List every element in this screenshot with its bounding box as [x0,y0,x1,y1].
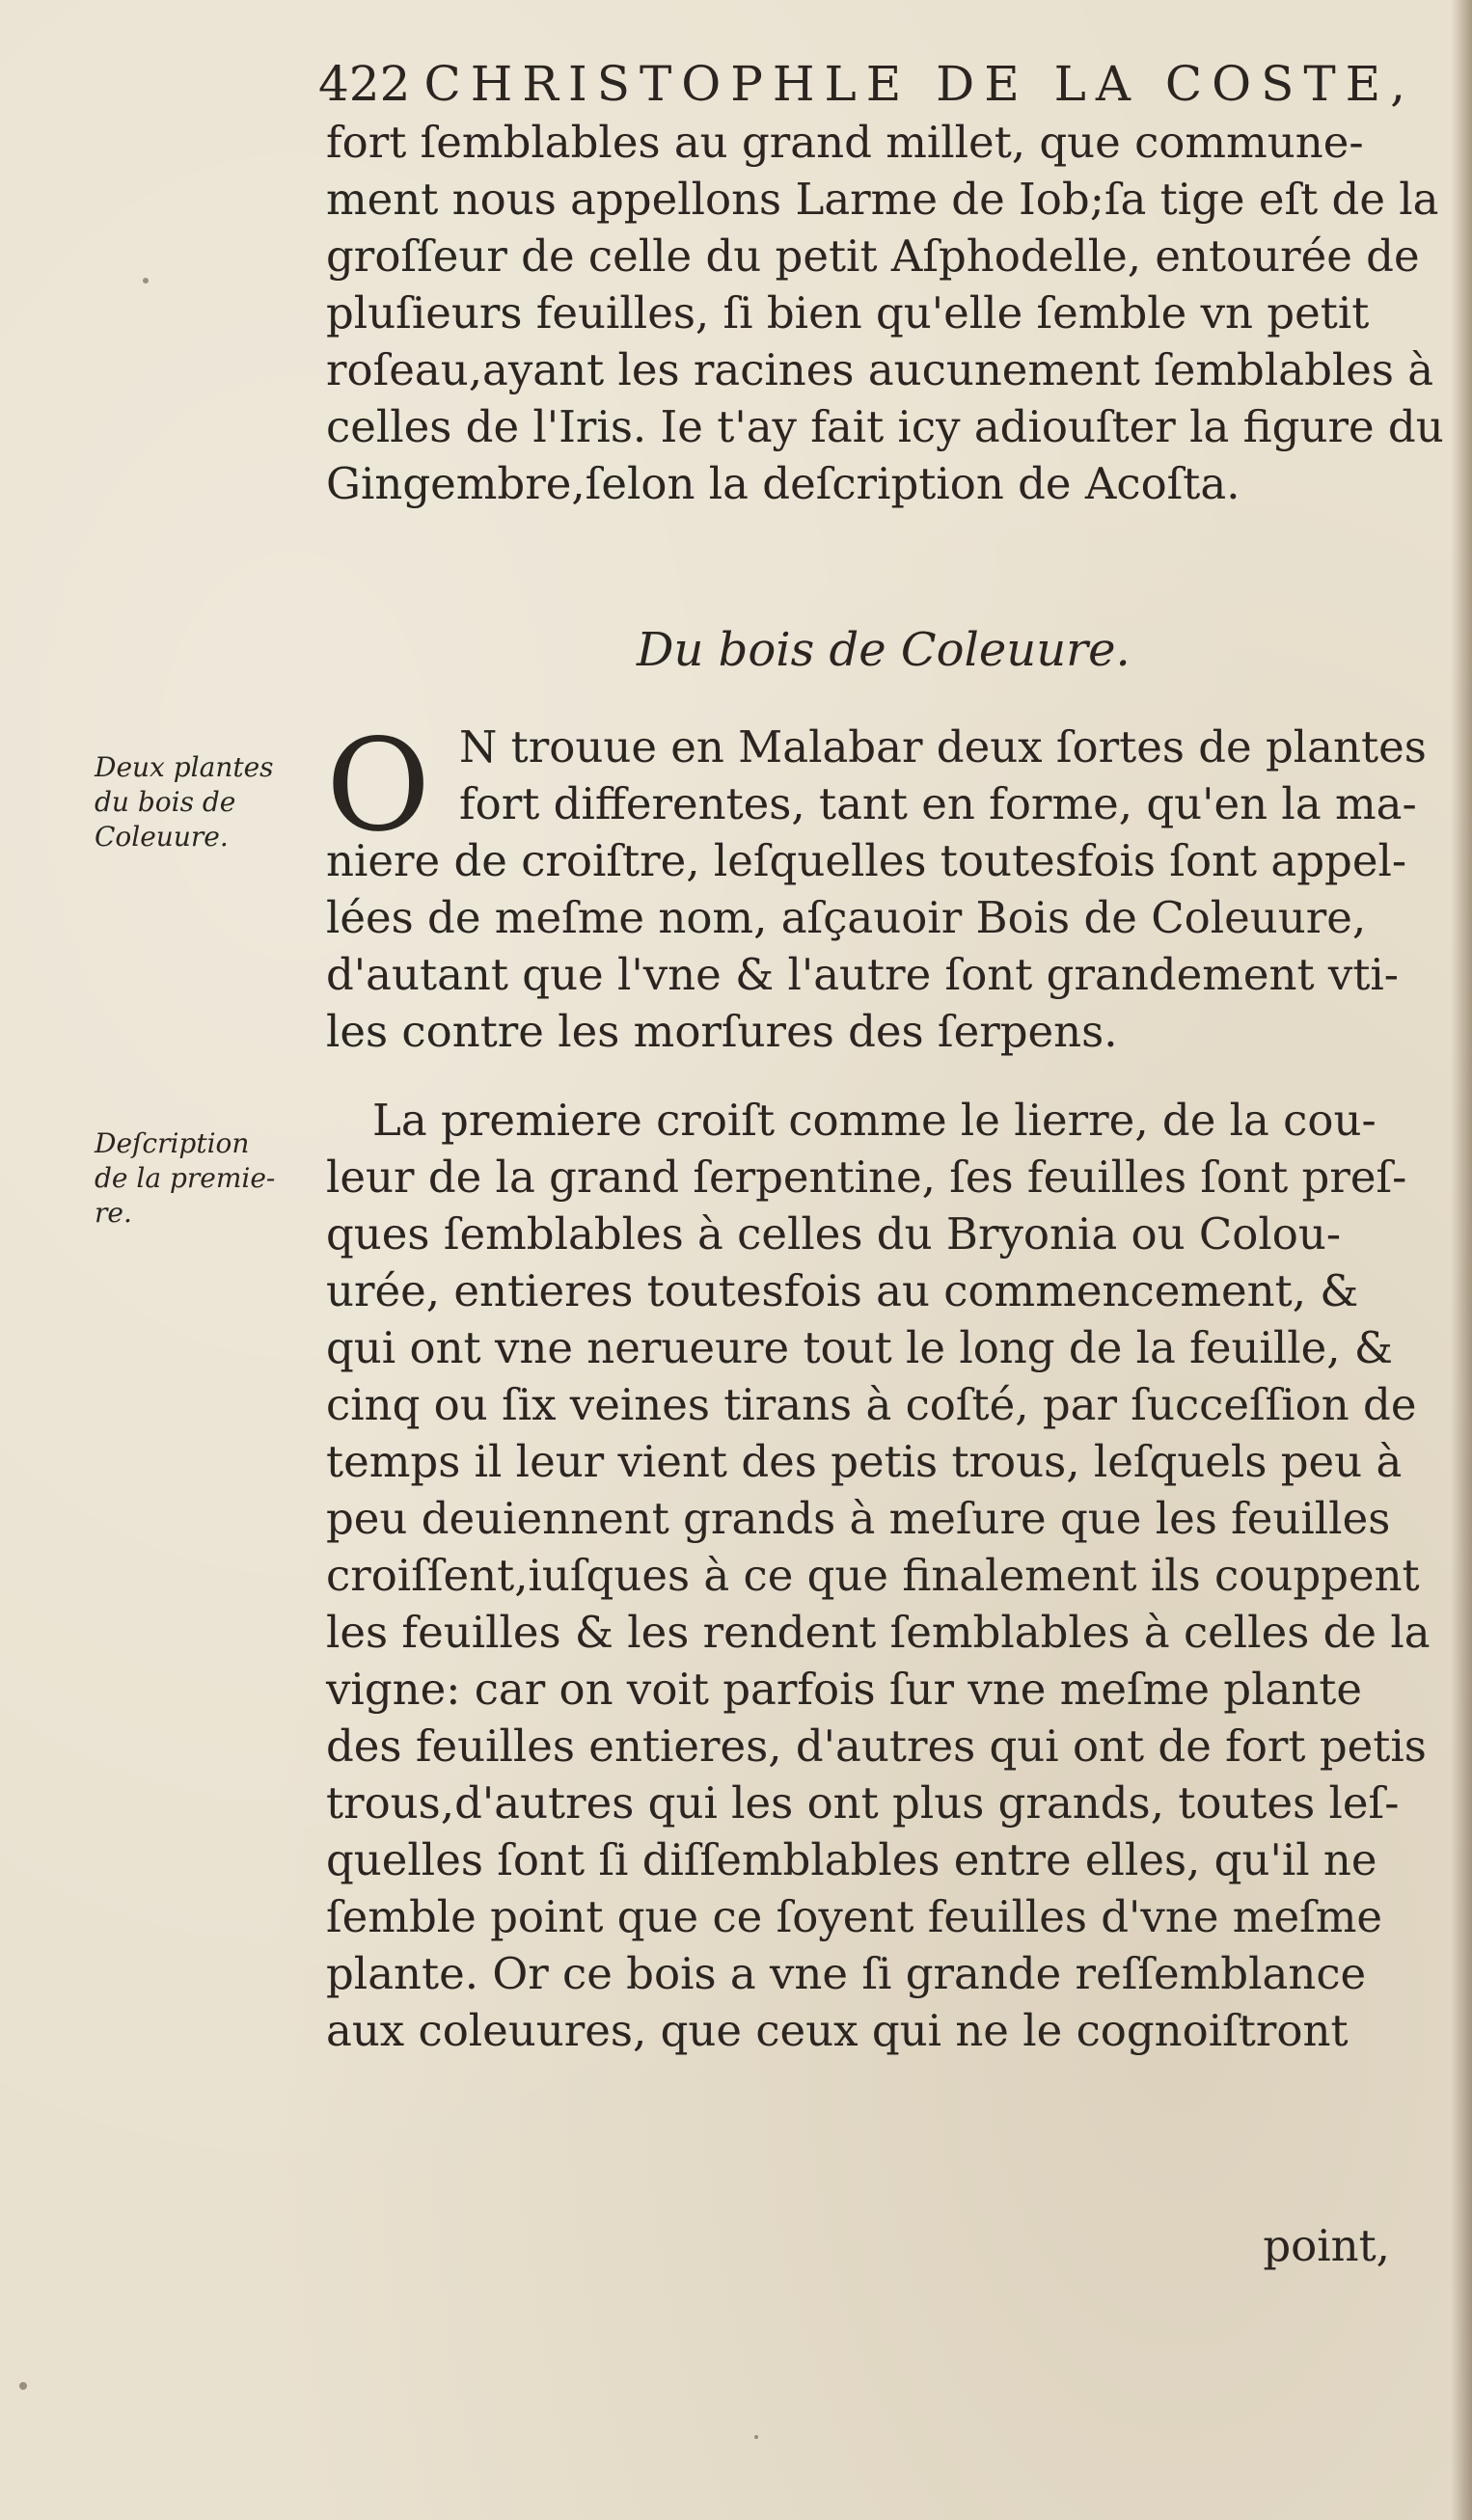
text-line: groſſeur de celle du petit Aſphodelle, entourée de [326,230,1420,282]
text-line: celles de l'Iris. Ie t'ay fait icy adiouſter la figure du [326,401,1444,452]
page-edge-shadow [1451,0,1472,2520]
paper-speck [143,278,149,284]
text-line: qui ont vne nerueure tout le long de la feuille, & [326,1322,1393,1373]
text-line: des feuilles entieres, d'autres qui ont de fort petis [326,1721,1427,1772]
text-line: N trouue en Malabar deux ſortes de plantes [459,721,1427,772]
text-line: La premiere croiſt comme le lierre, de la cou- [372,1095,1377,1146]
page-number: 422 [318,56,411,112]
text-line: quelles ſont ſi diſſemblables entre elles, qu'il ne [326,1834,1377,1885]
paper-speck [19,2382,27,2390]
text-line: croiſſent,iuſques à ce que finalement ils couppent [326,1550,1420,1601]
text-line: peu deuiennent grands à meſure que les feuilles [326,1493,1391,1544]
margin-note-line: de la premie- [95,1162,276,1194]
text-line: pluſieurs feuilles, ſi bien qu'elle ſemble vn petit [326,287,1370,339]
text-line: roſeau,ayant les racines aucunement ſemblables à [326,344,1434,395]
text-line: lées de meſme nom, aſçauoir Bois de Coleuure, [326,892,1367,943]
text-line: cinq ou ſix veines tirans à coſté, par ſucceſſion de [326,1379,1417,1430]
text-line: leur de la grand ſerpentine, ſes feuilles ſont preſ- [326,1152,1407,1203]
margin-note-line: Deſcription [95,1127,250,1159]
catchword: point, [1263,2220,1390,2271]
margin-note-line: du bois de [95,786,236,818]
margin-note-line: Deux plantes [95,751,274,783]
margin-note-two-plants [95,750,326,854]
margin-note-line: Coleuure. [95,821,229,853]
text-line: plante. Or ce bois a vne ſi grande reſſemblance [326,1948,1367,1999]
running-head-title: CHRISTOPHLE DE LA COSTE, [423,56,1416,112]
text-line: ment nous appellons Larme de Iob;ſa tige eſt de la [326,174,1439,225]
text-line: ſemble point que ce ſoyent feuilles d'vne meſme [326,1891,1383,1942]
section-heading: Du bois de Coleuure. [637,623,1131,677]
text-line: trous,d'autres qui les ont plus grands, toutes leſ- [326,1777,1400,1829]
text-line: vigne: car on voit parfois ſur vne meſme plante [326,1664,1362,1715]
text-line: les contre les morſures des ſerpens. [326,1006,1118,1057]
text-line: aux coleuures, que ceux qui ne le cognoiſtront [326,2005,1349,2056]
drop-cap: O [326,712,431,860]
text-line: ques ſemblables à celles du Bryonia ou Colou- [326,1208,1342,1260]
text-line: d'autant que l'vne & l'autre ſont grandement vti- [326,949,1400,1000]
paragraph-intro [326,712,1445,1060]
text-line: urée, entieres toutesfois au commencement, & [326,1265,1359,1316]
margin-note-description [95,1126,326,1231]
paper-speck [754,2435,758,2439]
text-line: fort ſemblables au grand millet, que commune- [326,117,1364,168]
paragraph-description [326,1092,1445,2059]
text-line: temps il leur vient des petis trous, leſquels peu à [326,1436,1403,1487]
text-line: Gingembre,ſelon la deſcription de Acoſta. [326,458,1240,509]
paragraph-continued [326,114,1445,512]
margin-note-line: re. [95,1197,132,1229]
text-line: les feuilles & les rendent ſemblables à celles de la [326,1607,1431,1658]
text-line: niere de croiſtre, leſquelles toutesfois ſont appel- [326,835,1407,886]
text-line: fort differentes, tant en forme, qu'en la ma- [459,778,1417,829]
